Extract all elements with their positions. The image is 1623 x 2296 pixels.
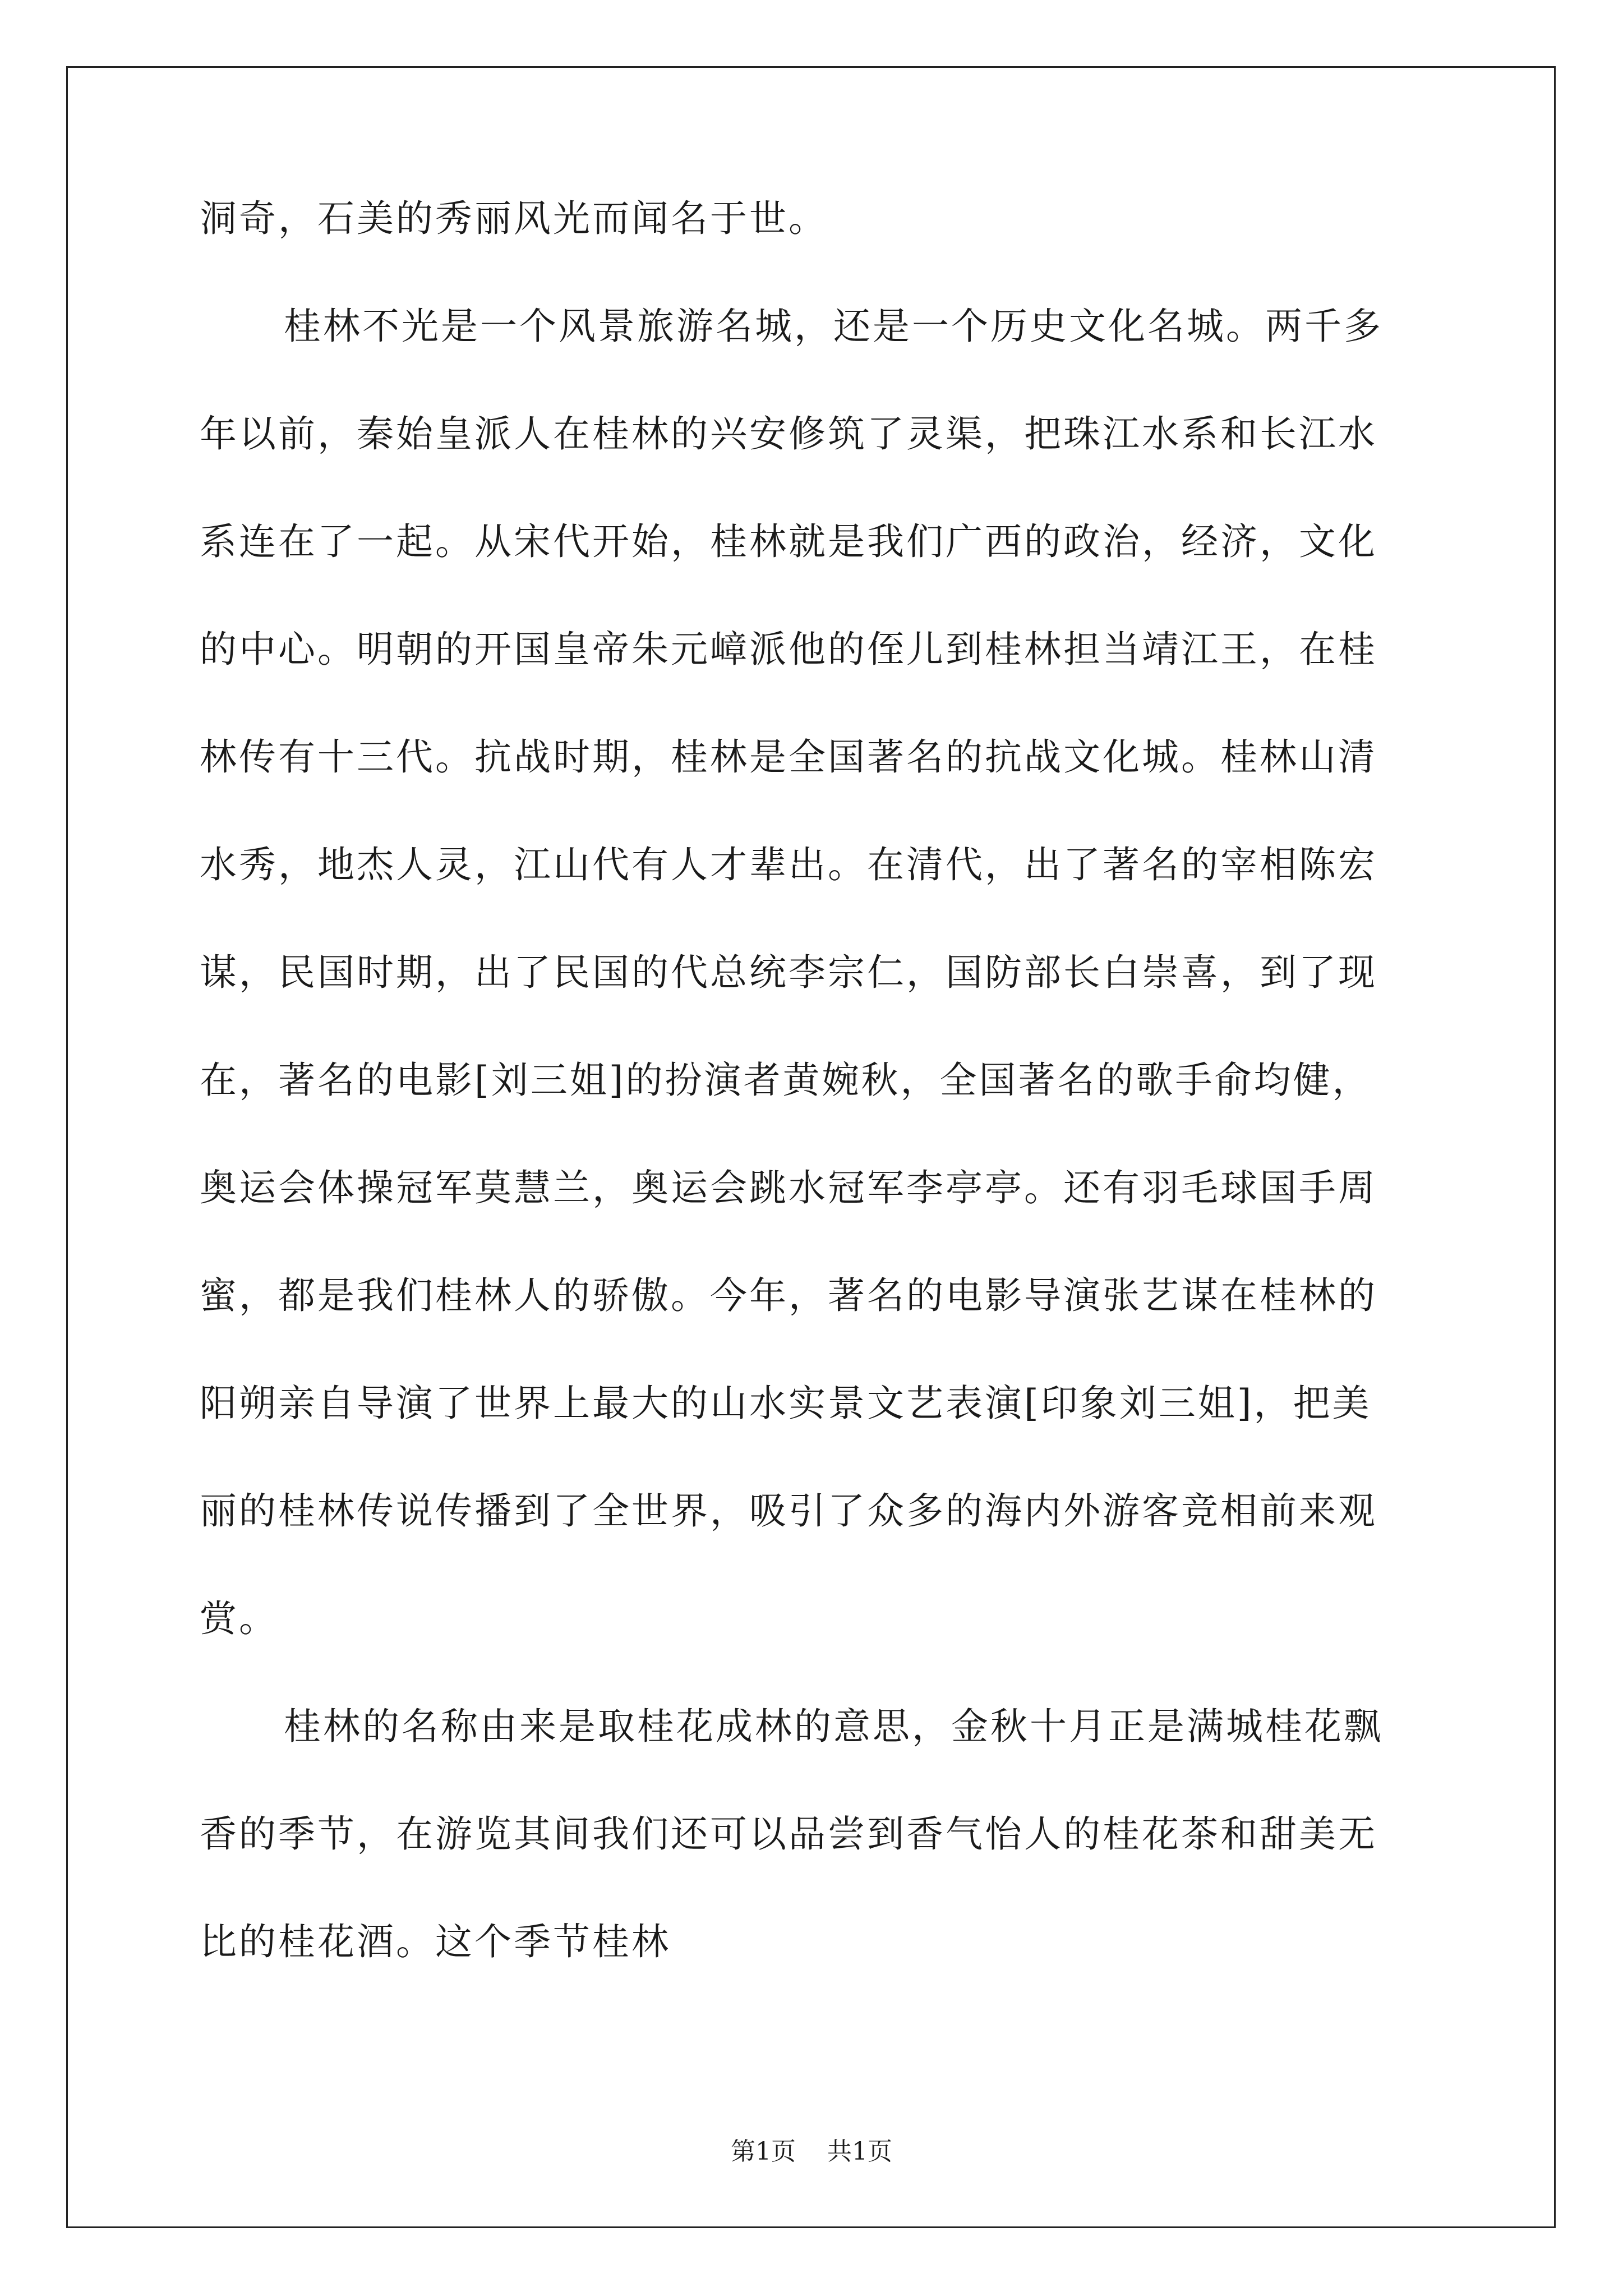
text-line: 洞奇，石美的秀丽风光而闻名于世。 [200,197,828,240]
text-line: 年以前，秦始皇派人在桂林的兴安修筑了灵渠，把珠江水系和长江水 [200,412,1377,455]
text-line: 奥运会体操冠军莫慧兰，奥运会跳水冠军李亭亭。还有羽毛球国手周 [200,1166,1377,1209]
text-line: 系连在了一起。从宋代开始，桂林就是我们广西的政治，经济，文化 [200,520,1377,563]
text-line: 林传有十三代。抗战时期，桂林是全国著名的抗战文化城。桂林山清 [200,735,1377,779]
text-line: 谋，民国时期，出了民国的代总统李宗仁，国防部长白崇喜，到了现 [200,951,1377,994]
text-line: 的中心。明朝的开国皇帝朱元嶂派他的侄儿到桂林担当靖江王，在桂 [200,628,1377,671]
text-line: 比的桂花酒。这个季节桂林 [200,1920,671,1963]
paragraph-start-line: 桂林的名称由来是取桂花成林的意思，金秋十月正是满城桂花飘 [284,1705,1383,1748]
text-line: 在，著名的电影[刘三姐]的扮演者黄婉秋，全国著名的歌手俞均健， [200,1059,1372,1102]
text-line: 赏。 [200,1597,278,1640]
text-line: 丽的桂林传说传播到了全世界，吸引了众多的海内外游客竞相前来观 [200,1489,1377,1533]
text-line: 阳朔亲自导演了世界上最大的山水实景文艺表演[印象刘三姐]，把美 [200,1382,1372,1425]
text-line: 水秀，地杰人灵，江山代有人才辈出。在清代，出了著名的宰相陈宏 [200,843,1377,886]
text-line: 蜜，都是我们桂林人的骄傲。今年，著名的电影导演张艺谋在桂林的 [200,1274,1377,1317]
document-body [200,196,1424,2027]
paragraph-start-line: 桂林不光是一个风景旅游名城，还是一个历史文化名城。两千多 [284,305,1383,348]
text-line: 香的季节，在游览其间我们还可以品尝到香气怡人的桂花茶和甜美无 [200,1812,1377,1856]
page-number-footer: 第1页 共1页 [731,2137,892,2166]
